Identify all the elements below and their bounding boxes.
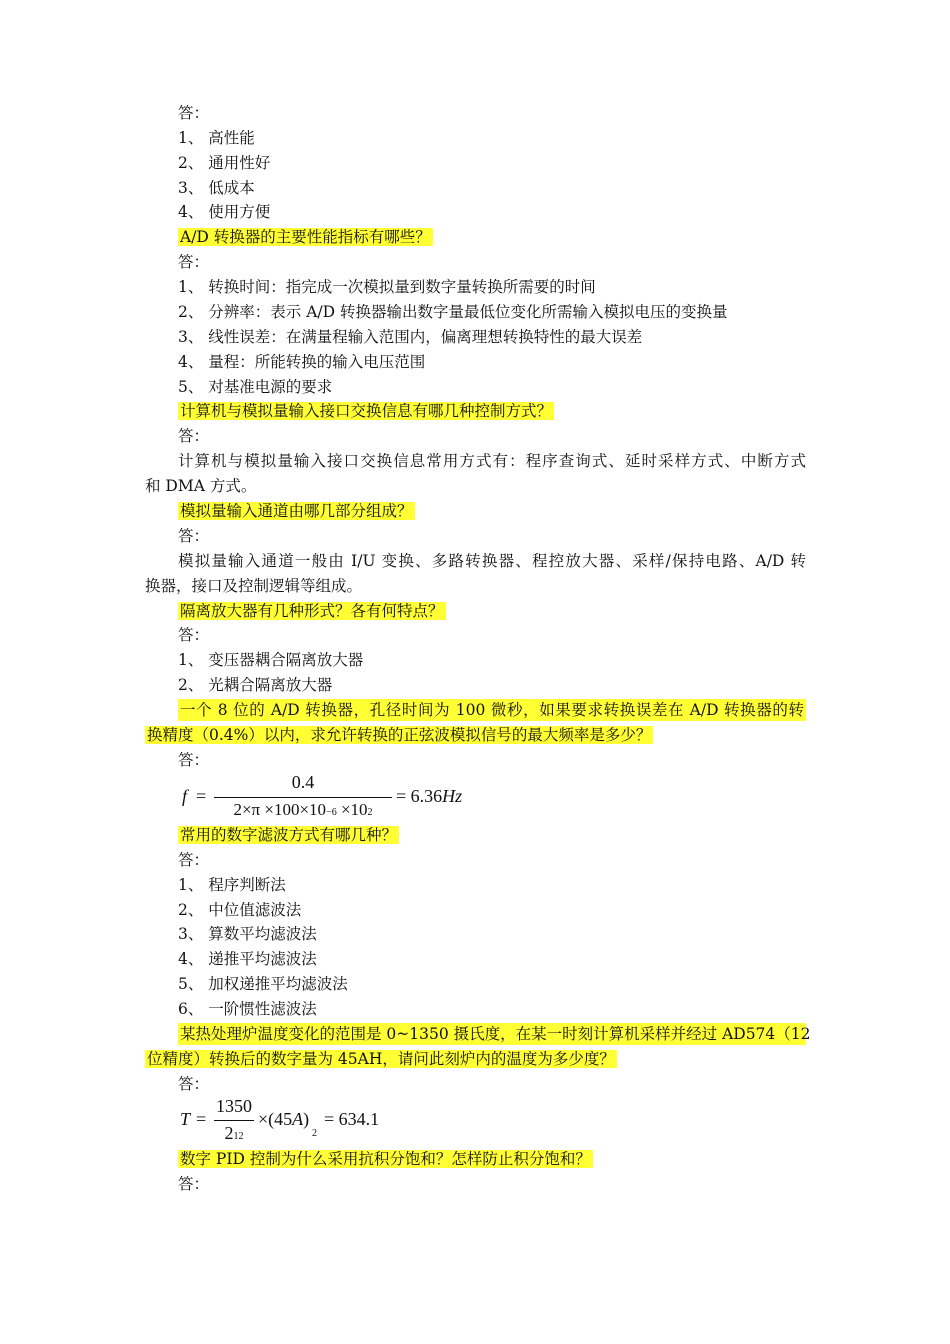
question-text: 一个 8 位的 A/D 转换器，孔径时间为 100 微秒，如果要求转换误差在 A/D 转换器的转 (180, 701, 804, 719)
list-item: 6、 一阶惯性滤波法 (178, 1000, 317, 1018)
answer-paragraph-line: 和 DMA 方式。 (145, 477, 257, 495)
question-isolation-amp (178, 600, 446, 622)
frequency-formula (178, 772, 498, 822)
answer-label: 答： (178, 253, 210, 271)
question-text: 模拟量输入通道由哪几部分组成？ (180, 502, 413, 520)
question-control-modes (178, 400, 554, 422)
question-text: 数字 PID 控制为什么采用抗积分饱和？怎样防止积分饱和？ (180, 1150, 591, 1168)
formula-numerator: 1350 (216, 1096, 252, 1116)
temperature-formula (178, 1096, 438, 1146)
answer-label: 答： (178, 751, 210, 769)
formula-numerator: 0.4 (291, 772, 315, 792)
list-item: 1、 变压器耦合隔离放大器 (178, 651, 364, 669)
fraction-bar (214, 1120, 254, 1121)
list-item: 2、 分辨率：表示 A/D 转换器输出数字量最低位变化所需输入模拟电压的变换量 (178, 303, 728, 321)
question-text: 隔离放大器有几种形式？各有何特点？ (180, 602, 444, 620)
question-input-channel (178, 500, 415, 522)
question-furnace-temp-1 (178, 1023, 811, 1045)
list-item: 4、 递推平均滤波法 (178, 950, 317, 968)
list-item: 3、 低成本 (178, 179, 255, 197)
answer-label: 答： (178, 1075, 210, 1093)
formula-lhs: f (182, 786, 188, 806)
formula-result: = 634.1 (324, 1109, 380, 1129)
question-digital-filter (178, 824, 399, 846)
answer-label: 答： (178, 851, 210, 869)
list-item: 2、 通用性好 (178, 154, 271, 172)
answer-label: 答： (178, 427, 210, 445)
list-item: 5、 对基准电源的要求 (178, 378, 333, 396)
list-item: 4、 使用方便 (178, 203, 271, 221)
formula-lhs: T (180, 1109, 191, 1129)
question-pid-saturation (178, 1148, 593, 1170)
fraction-bar (214, 797, 392, 798)
question-text: 换精度（0.4%）以内，求允许转换的正弦波模拟信号的最大频率是多少？ (147, 726, 652, 744)
question-ad-metrics (178, 226, 433, 248)
formula-hex-term: ×(45A) (258, 1109, 310, 1129)
list-item: 3、 线性误差：在满量程输入范围内，偏离理想转换特性的最大误差 (178, 328, 643, 346)
formula-base-subscript: 2 (312, 1128, 317, 1139)
formula-equals: = (196, 786, 207, 806)
answer-paragraph-line: 模拟量输入通道一般由 I/U 变换、多路转换器、程控放大器、采样/保持电路、A/D 转 (178, 552, 806, 570)
question-text: 某热处理炉温度变化的范围是 0~1350 摄氏度，在某一时刻计算机采样并经过 AD574（12 (180, 1025, 811, 1043)
list-item: 3、 算数平均滤波法 (178, 925, 317, 943)
list-item: 1、 转换时间：指完成一次模拟量到数字量转换所需要的时间 (178, 278, 596, 296)
answer-label: 答： (178, 527, 210, 545)
list-item: 5、 加权递推平均滤波法 (178, 975, 348, 993)
question-text: A/D 转换器的主要性能指标有哪些？ (180, 228, 431, 246)
question-ad-frequency-1 (178, 699, 806, 721)
list-item: 1、 程序判断法 (178, 876, 286, 894)
question-text: 位精度）转换后的数字量为 45AH，请问此刻炉内的温度为多少度？ (147, 1050, 615, 1068)
list-item: 1、 高性能 (178, 129, 255, 147)
formula-equals: = (196, 1109, 207, 1129)
answer-label: 答： (178, 1175, 210, 1193)
answer-paragraph-line: 计算机与模拟量输入接口交换信息常用方式有：程序查询式、延时采样方式、中断方式 (178, 452, 806, 470)
list-item: 2、 光耦合隔离放大器 (178, 676, 333, 694)
list-item: 2、 中位值滤波法 (178, 901, 302, 919)
list-item: 4、 量程：所能转换的输入电压范围 (178, 353, 426, 371)
answer-paragraph-line: 换器，接口及控制逻辑等组成。 (145, 577, 363, 595)
formula-denominator: 2×π ×100×10−6 ×102 (233, 800, 373, 819)
answer-label: 答： (178, 104, 210, 122)
question-text: 常用的数字滤波方式有哪几种？ (180, 826, 398, 844)
question-furnace-temp-2 (145, 1048, 617, 1070)
question-ad-frequency-2 (145, 724, 653, 746)
formula-denominator: 212 (224, 1123, 244, 1143)
question-text: 计算机与模拟量输入接口交换信息有哪几种控制方式？ (180, 402, 553, 420)
formula-result: = 6.36Hz (396, 786, 463, 806)
answer-label: 答： (178, 626, 210, 644)
